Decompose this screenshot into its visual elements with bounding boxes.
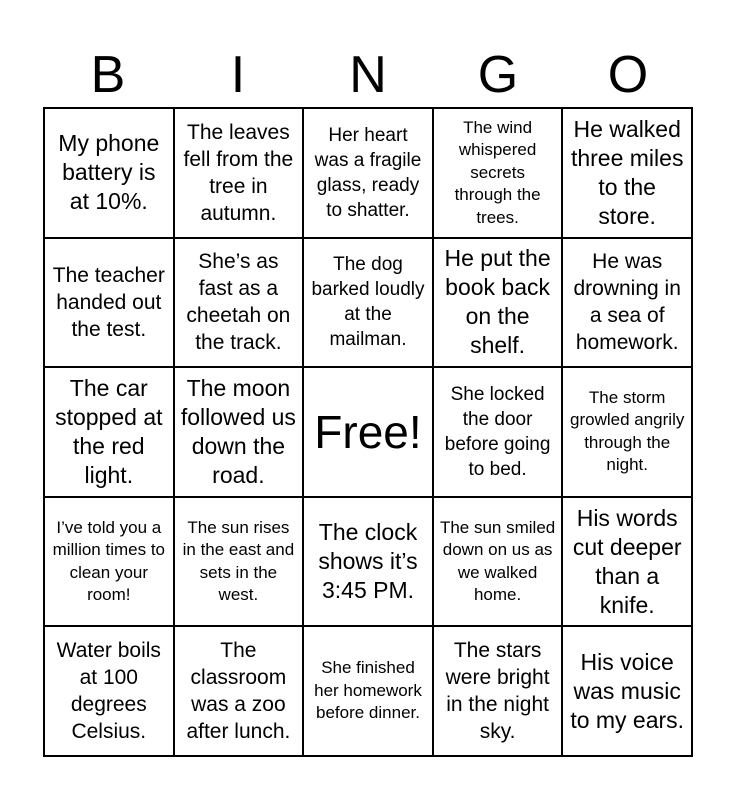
bingo-cell-r1-c3[interactable]: Her heart was a fragile glass, ready to shatter. — [303, 108, 433, 238]
bingo-cell-r2-c3[interactable]: The dog barked loudly at the mailman. — [303, 238, 433, 368]
bingo-card-grid — [43, 107, 693, 757]
bingo-cell-r2-c5[interactable]: He was drowning in a sea of homework. — [562, 238, 692, 368]
bingo-cell-r1-c5[interactable]: He walked three miles to the store. — [562, 108, 692, 238]
bingo-cell-r5-c3[interactable]: She finished her homework before dinner. — [303, 626, 433, 756]
bingo-cell-r5-c2[interactable]: The classroom was a zoo after lunch. — [174, 626, 304, 756]
bingo-cell-r5-c4[interactable]: The stars were bright in the night sky. — [433, 626, 563, 756]
bingo-cell-r1-c4[interactable]: The wind whispered secrets through the trees. — [433, 108, 563, 238]
bingo-cell-r2-c2[interactable]: She’s as fast as a cheetah on the track. — [174, 238, 304, 368]
header-letter-i: I — [230, 46, 246, 104]
header-letter-n: N — [349, 46, 387, 104]
bingo-cell-r3-c4[interactable]: She locked the door before going to bed. — [433, 367, 563, 497]
bingo-cell-r1-c2[interactable]: The leaves fell from the tree in autumn. — [174, 108, 304, 238]
bingo-cell-r2-c4[interactable]: He put the book back on the shelf. — [433, 238, 563, 368]
bingo-cell-r3-c2[interactable]: The moon followed us down the road. — [174, 367, 304, 497]
bingo-cell-r4-c4[interactable]: The sun smiled down on us as we walked home. — [433, 497, 563, 627]
bingo-cell-r1-c1[interactable]: My phone battery is at 10%. — [44, 108, 174, 238]
bingo-header — [43, 44, 693, 106]
bingo-cell-r3-c5[interactable]: The storm growled angrily through the night. — [562, 367, 692, 497]
bingo-cell-r2-c1[interactable]: The teacher handed out the test. — [44, 238, 174, 368]
header-letter-g: G — [477, 46, 519, 104]
bingo-free-space[interactable]: Free! — [303, 367, 433, 497]
bingo-cell-r3-c1[interactable]: The car stopped at the red light. — [44, 367, 174, 497]
bingo-cell-r4-c2[interactable]: The sun rises in the east and sets in the west. — [174, 497, 304, 627]
header-letter-b: B — [90, 46, 126, 104]
bingo-cell-r4-c5[interactable]: His words cut deeper than a knife. — [562, 497, 692, 627]
bingo-cell-r5-c1[interactable]: Water boils at 100 degrees Celsius. — [44, 626, 174, 756]
header-letter-o: O — [607, 46, 649, 104]
bingo-cell-r5-c5[interactable]: His voice was music to my ears. — [562, 626, 692, 756]
bingo-cell-r4-c3[interactable]: The clock shows it’s 3:45 PM. — [303, 497, 433, 627]
bingo-cell-r4-c1[interactable]: I’ve told you a million times to clean your room! — [44, 497, 174, 627]
